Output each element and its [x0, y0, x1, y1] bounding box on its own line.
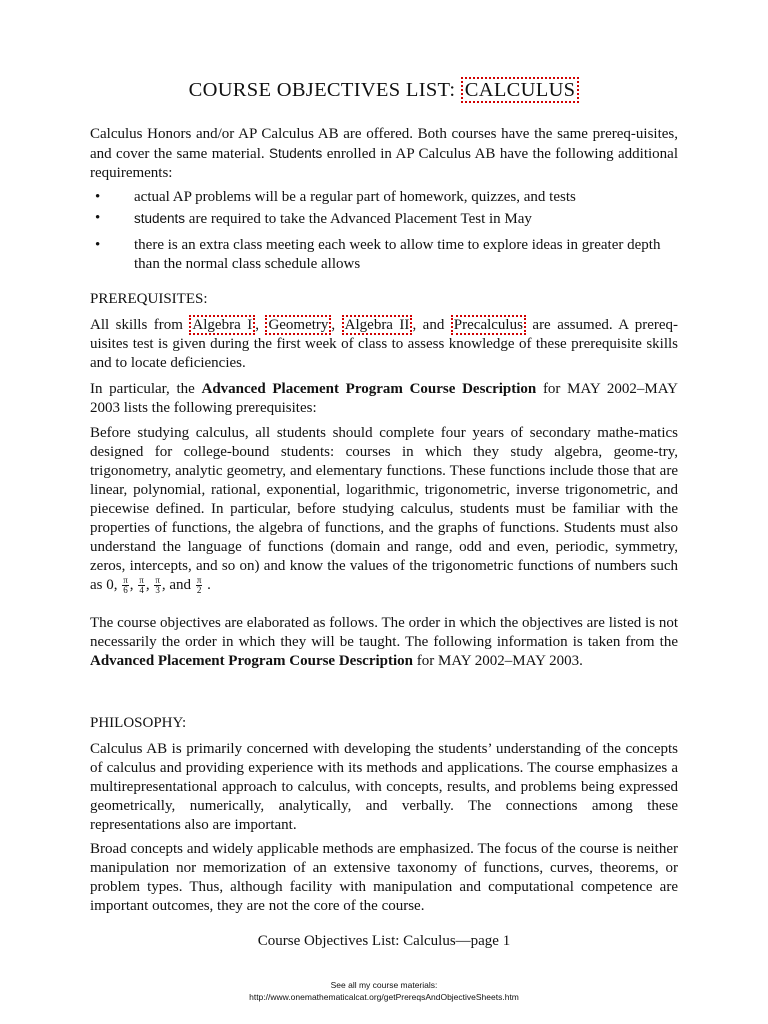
elaboration-text-start: The course objectives are elaborated as follows. The order in which the objectives are listed is not necessarily the order in which they will be taught. The following information is taken from the: [90, 615, 678, 650]
separator: , and: [161, 577, 195, 593]
list-item: [90, 188, 678, 207]
list-item-text: actual AP problems will be a regular part of homework, quizzes, and tests: [134, 189, 576, 205]
materials-url-link[interactable]: http://www.onemathematicalcat.org/getPrereqsAndObjectiveSheets.htm: [249, 992, 519, 1002]
fraction-pi-2: $\frac{\pi}{2}$: [196, 575, 202, 596]
page-title: [0, 77, 768, 103]
separator: ,: [331, 317, 342, 333]
particular-text-end: for MAY 2002–MAY 2003 lists the following prerequisites:: [90, 381, 678, 416]
students-word: Students: [269, 146, 323, 161]
geometry-link[interactable]: Geometry: [265, 315, 331, 335]
precalculus-link[interactable]: Precalculus: [451, 315, 526, 335]
intro-text-end: enrolled in AP Calculus AB have the following additional requirements:: [90, 146, 678, 181]
fraction-pi-3: $\frac{\pi}{3}$: [155, 575, 160, 596]
particular-paragraph: [90, 380, 678, 418]
ap-course-description-title: Advanced Placement Program Course Description: [201, 381, 537, 397]
students-word: students: [134, 211, 186, 226]
fraction-pi-6: $\frac{\pi}{6}$: [123, 575, 128, 596]
separator: .: [203, 577, 211, 593]
separator: , and: [412, 317, 451, 333]
elaboration-text-end: for MAY 2002–MAY 2003.: [413, 653, 583, 669]
philosophy-paragraph-2: Broad concepts and widely applicable methods are emphasized. The focus of the course is neither manipulation nor memorization of an extensive taxonomy of functions, curves, theorems, or problem types. Thus, although facility with manipulation and computational competence are important outcomes, they are not the core of the course.: [90, 841, 678, 914]
fraction-pi-4: $\frac{\pi}{4}$: [139, 575, 144, 596]
bullet-icon: •: [95, 189, 101, 205]
elaboration-paragraph: [90, 614, 678, 671]
intro-text-start: Calculus Honors and/or AP Calculus AB are offered. Both courses have the same prereq-uisites, and cover the same material.: [90, 126, 678, 162]
prerequisites-paragraph: [90, 316, 678, 373]
see-all-text: See all my course materials:: [330, 980, 438, 990]
list-item-text: there is an extra class meeting each week to allow time to explore ideas in greater depth than the normal class schedule allows: [134, 237, 661, 272]
bullet-icon: •: [95, 237, 101, 253]
prereq-text-start: All skills from: [90, 317, 190, 333]
list-item: [90, 209, 678, 229]
requirements-list: [90, 185, 678, 274]
algebra-1-link[interactable]: Algebra I: [189, 315, 255, 335]
ap-course-description-title: Advanced Placement Program Course Description: [90, 653, 413, 669]
prerequisites-heading: PREREQUISITES:: [90, 291, 208, 307]
algebra-2-link[interactable]: Algebra II: [342, 315, 413, 335]
separator: ,: [145, 577, 154, 593]
prerequisites-quote: [90, 424, 678, 595]
philosophy-paragraph-1: Calculus AB is primarily concerned with developing the students’ understanding of the concepts of calculus and providing experience with its methods and applications. The course emphasizes a multirepresentational approach to calculus, with concepts, results, and problems being expressed geometrically, numerically, analytically, and verbally. The connections among these representations also are important.: [90, 741, 678, 833]
title-subject-highlight[interactable]: CALCULUS: [461, 77, 580, 103]
bullet-icon: •: [95, 210, 101, 226]
particular-text-start: In particular, the: [90, 381, 202, 397]
quote-text: Before studying calculus, all students should complete four years of secondary mathe-matics designed for college-bound students: courses in which they study algebra, geome-try, trigonometry, analytic geometry, and elementary functions. These functions include those that are linear, polynomial, rational, exponential, logarithmic, trigonometric, inverse trigonometric, and piecewise defined. In particular, before studying calculus, students must be familiar with the properties of functions, the algebra of functions, and the graphs of functions. Students must also understand the language of functions (domain and range, odd and even, periodic, symmetry, zeros, intercepts, and so on) and know the values of the trigonometric functions of numbers such as 0,: [90, 425, 678, 593]
separator: ,: [129, 577, 138, 593]
philosophy-heading: PHILOSOPHY:: [90, 715, 187, 731]
footer-note: [0, 979, 768, 1003]
separator: ,: [255, 317, 266, 333]
intro-paragraph: [90, 125, 678, 183]
title-prefix: COURSE OBJECTIVES LIST:: [188, 79, 461, 101]
prereq-text-end: are assumed. A prereq-uisites test is given during the first week of class to assess knowledge of these prerequisite skills and to locate deficiencies.: [90, 317, 679, 371]
list-item-text: are required to take the Advanced Placement Test in May: [185, 211, 532, 227]
page-footer-label: Course Objectives List: Calculus—page 1: [257, 933, 511, 949]
list-item: [90, 236, 678, 274]
